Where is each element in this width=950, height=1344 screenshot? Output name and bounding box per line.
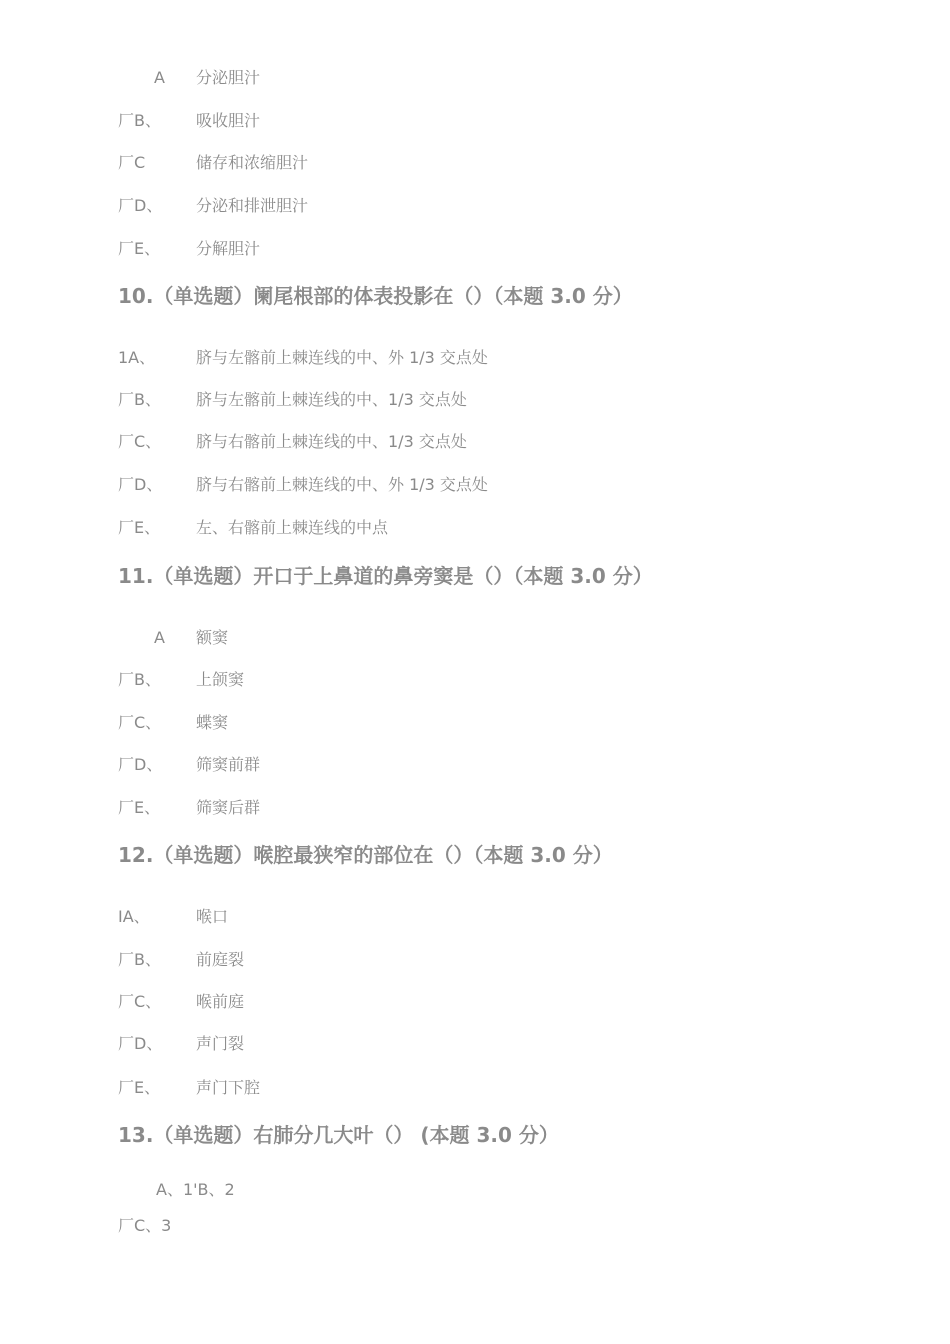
option-text: 筛窦前群	[196, 755, 261, 774]
option-marker: IA、	[118, 907, 150, 926]
option-text: 蝶窦	[196, 713, 229, 732]
q10-option-e[interactable]	[118, 516, 818, 540]
option-marker: 厂B、	[118, 950, 161, 969]
q12-option-c[interactable]	[118, 990, 818, 1014]
option-marker: 厂C	[118, 153, 146, 172]
option-text: 吸收胆汁	[196, 111, 261, 130]
option-marker: 厂C、	[118, 992, 162, 1011]
option-text: 前庭裂	[196, 950, 245, 969]
option-text: 额窦	[196, 628, 229, 647]
option-text: 喉口	[196, 907, 229, 926]
q12-option-a[interactable]	[118, 905, 818, 929]
option-marker: 厂B、	[118, 670, 161, 689]
option-marker: 厂C、	[118, 713, 162, 732]
option-text: 脐与右髂前上棘连线的中、外 1/3 交点处	[196, 475, 488, 494]
question-12-title: 12.（单选题）喉腔最狭窄的部位在（）（本题 3.0 分）	[118, 843, 613, 867]
q9-option-d[interactable]	[118, 194, 818, 218]
option-text: 脐与左髂前上棘连线的中、1/3 交点处	[196, 390, 467, 409]
option-marker: A	[154, 68, 165, 87]
q11-option-d[interactable]	[118, 753, 818, 777]
option-text: 分解胆汁	[196, 239, 261, 258]
q10-option-c[interactable]	[118, 430, 818, 454]
q10-option-b[interactable]	[118, 388, 818, 412]
option-text: 喉前庭	[196, 992, 245, 1011]
option-text: 分泌胆汁	[196, 68, 261, 87]
q9-option-a[interactable]	[118, 66, 818, 90]
option-text: 上颌窦	[196, 670, 245, 689]
q10-option-a[interactable]	[118, 346, 818, 370]
option-text: 筛窦后群	[196, 798, 261, 817]
option-text: 脐与右髂前上棘连线的中、1/3 交点处	[196, 432, 467, 451]
q11-option-c[interactable]	[118, 711, 818, 735]
question-13-title: 13.（单选题）右肺分几大叶（） (本题 3.0 分）	[118, 1123, 559, 1147]
q11-option-a[interactable]	[118, 626, 818, 650]
q9-option-c[interactable]	[118, 151, 818, 175]
option-marker: 厂B、	[118, 390, 161, 409]
q13-option-c[interactable]: 厂C、3	[118, 1216, 172, 1235]
q12-option-e[interactable]	[118, 1076, 818, 1100]
q11-option-e[interactable]	[118, 796, 818, 820]
option-marker: 厂B、	[118, 111, 161, 130]
option-marker: 厂D、	[118, 755, 163, 774]
option-text: 声门下腔	[196, 1078, 261, 1097]
option-text: 声门裂	[196, 1034, 245, 1053]
option-marker: 厂D、	[118, 196, 163, 215]
question-10-title: 10.（单选题）阑尾根部的体表投影在（）（本题 3.0 分）	[118, 284, 633, 308]
option-marker: 厂D、	[118, 1034, 163, 1053]
option-text: 分泌和排泄胆汁	[196, 196, 309, 215]
q13-options-a-b[interactable]: A、1'B、2	[156, 1180, 235, 1199]
q12-option-b[interactable]	[118, 948, 818, 972]
option-text: 储存和浓缩胆汁	[196, 153, 309, 172]
q12-option-d[interactable]	[118, 1032, 818, 1056]
q9-option-e[interactable]	[118, 237, 818, 261]
option-marker: 厂E、	[118, 239, 161, 258]
option-marker: 厂E、	[118, 798, 161, 817]
option-marker: 厂D、	[118, 475, 163, 494]
q11-option-b[interactable]	[118, 668, 818, 692]
option-text: 脐与左髂前上棘连线的中、外 1/3 交点处	[196, 348, 488, 367]
option-marker: A	[154, 628, 165, 647]
option-marker: 厂C、	[118, 432, 162, 451]
option-text: 左、右髂前上棘连线的中点	[196, 518, 389, 537]
q9-option-b[interactable]	[118, 109, 818, 133]
option-marker: 厂E、	[118, 518, 161, 537]
question-11-title: 11.（单选题）开口于上鼻道的鼻旁窦是（）（本题 3.0 分）	[118, 564, 653, 588]
option-marker: 厂E、	[118, 1078, 161, 1097]
option-marker: 1A、	[118, 348, 156, 367]
q10-option-d[interactable]	[118, 473, 818, 497]
